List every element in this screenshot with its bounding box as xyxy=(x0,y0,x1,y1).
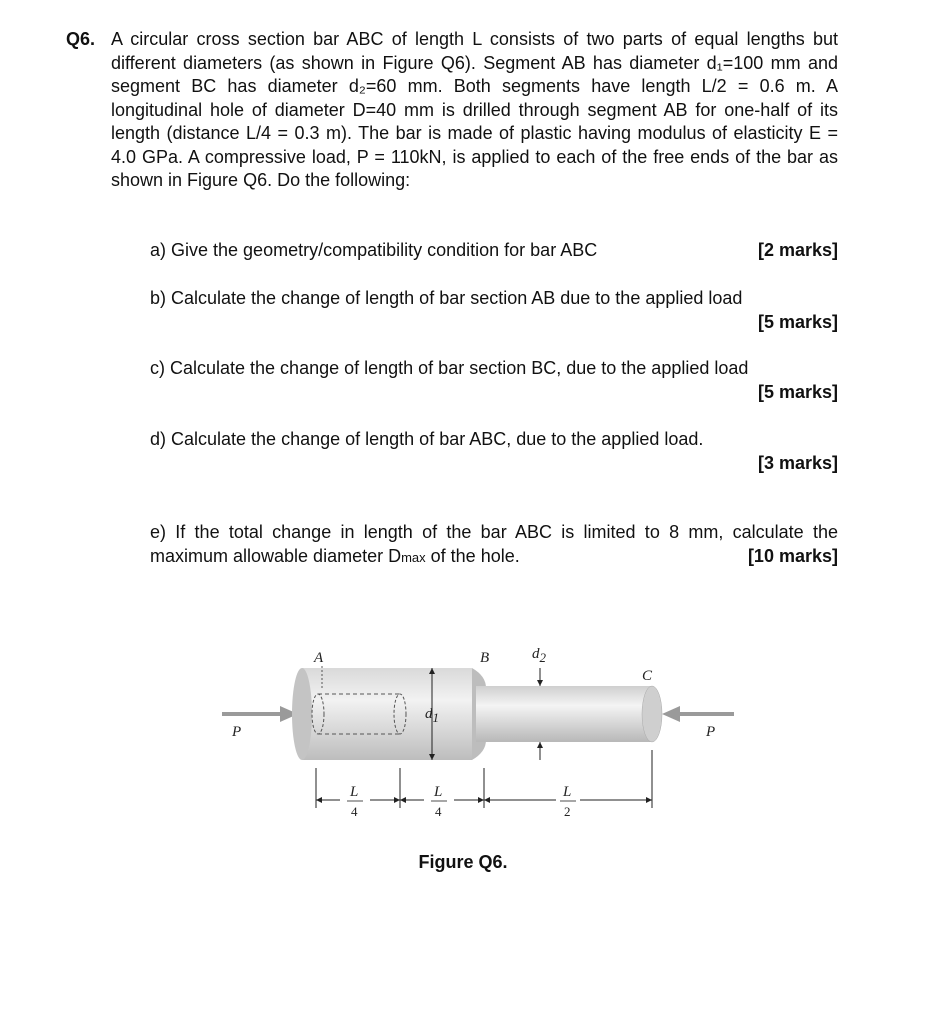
question-number: Q6. xyxy=(66,29,96,49)
part-b-marks: [5 marks] xyxy=(757,311,838,332)
part-c-marks: [5 marks] xyxy=(757,381,838,402)
part-a xyxy=(150,239,838,263)
segment-bc xyxy=(476,686,662,742)
part-c xyxy=(150,357,838,402)
label-p-right: P xyxy=(706,724,716,740)
part-d-marks: [3 marks] xyxy=(757,452,838,473)
load-arrow-left xyxy=(222,706,298,722)
label-p-left: P xyxy=(232,724,242,740)
svg-text:4: 4 xyxy=(351,804,358,819)
svg-text:2: 2 xyxy=(564,804,571,819)
part-e-text-end: of the hole. xyxy=(425,545,520,566)
svg-text:L: L xyxy=(434,784,443,800)
figure-caption: Figure Q6. xyxy=(418,852,508,872)
dim-l4-first xyxy=(347,784,363,819)
label-d1: d1 xyxy=(425,706,439,725)
part-e-text: e) If the total change in length of the bar ABC is limited to 8 mm, calculate the maximum allowable diameter D xyxy=(150,522,838,566)
dim-l2 xyxy=(560,784,576,819)
part-c-text: c) Calculate the change of length of bar section BC, due to the applied load xyxy=(150,358,749,378)
question-text: A circular cross section bar ABC of length L consists of two parts of equal lengths but different diameters (as shown in Figure Q6). Segment AB has diameter d₁=100 mm and segment BC has diameter d₂=60 mm. Both segments have length L/2 = 0.6 m. A longitudinal hole of diameter D=40 mm is drilled through segment AB for one-half of its length (distance L/4 = 0.3 m). The bar is made of plastic having modulus of elasticity E = 4.0 GPa. A compressive load, P = 110kN, is applied to each of the free ends of the bar as shown in Figure Q6. Do the following: xyxy=(111,29,838,190)
part-d xyxy=(150,428,838,475)
label-d2: d2 xyxy=(532,646,546,665)
part-a-text: a) Give the geometry/compatibility condition for bar ABC xyxy=(150,240,598,260)
segment-ab xyxy=(292,668,486,760)
load-arrow-right xyxy=(662,706,734,722)
svg-text:L: L xyxy=(350,784,359,800)
svg-text:4: 4 xyxy=(435,804,442,819)
svg-text:L: L xyxy=(563,784,572,800)
label-b: B xyxy=(480,650,490,666)
part-e-subscript: max xyxy=(401,549,426,565)
part-e-marks: [10 marks] xyxy=(747,545,838,566)
part-e xyxy=(150,521,838,569)
part-b xyxy=(150,287,838,334)
part-d-text: d) Calculate the change of length of bar ABC, due to the applied load. xyxy=(150,429,704,449)
dim-l4-second xyxy=(431,784,447,819)
part-a-marks: [2 marks] xyxy=(757,240,838,260)
label-c: C xyxy=(642,668,653,684)
part-b-text: b) Calculate the change of length of bar section AB due to the applied load xyxy=(150,288,743,308)
label-a: A xyxy=(314,650,324,666)
bar-figure xyxy=(210,640,750,840)
